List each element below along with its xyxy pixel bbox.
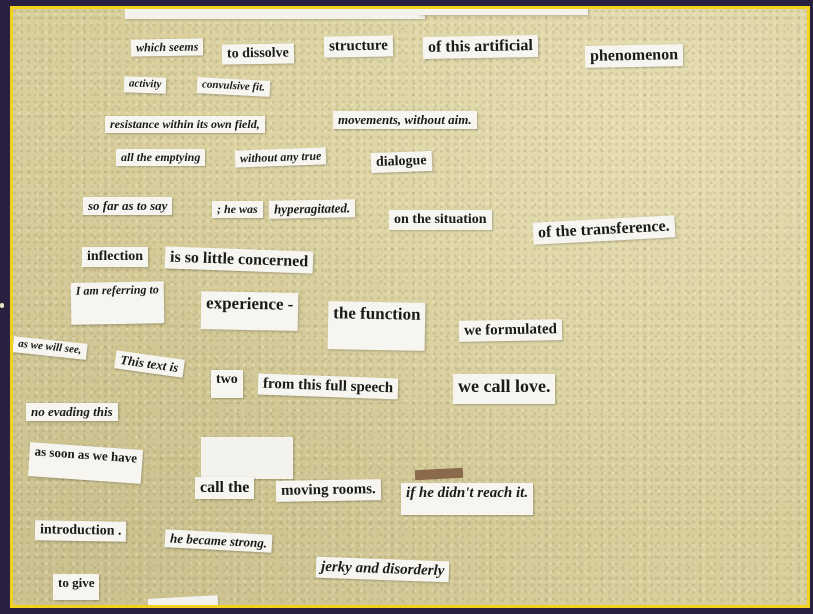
strip-movements: movements, without aim. [333,111,477,129]
strip-experience: experience - [201,291,299,331]
strip-as-soon-as-we-have: as soon as we have [28,442,143,484]
strip-convulsive-fit: convulsive fit. [197,77,271,97]
collage-photo [10,6,810,608]
edge-mark [0,303,4,308]
strip-to-dissolve: to dissolve [222,43,294,64]
strip-which-seems: which seems [131,38,204,56]
strip-of-the-transference: of the transference. [533,215,676,244]
strip-moving-rooms: moving rooms. [276,479,381,502]
strip-from-this-full-speech: from this full speech [258,374,399,400]
paper-scrap [148,595,219,608]
strip-hyperagitated: hyperagitated. [269,199,355,219]
strip-the-function: the function [328,301,426,351]
strip-he-became-strong: he became strong. [165,529,273,553]
strip-jerky-and-disorderly: jerky and disorderly [316,557,450,582]
strip-resistance: resistance within its own field, [105,116,265,133]
strip-dialogue: dialogue [371,151,432,173]
strip-as-we-will-see: as we will see, [12,336,87,359]
paper-scrap [201,437,293,479]
strip-is-so-little-concerned: is so little concerned [165,246,314,273]
strip-no-evading-this: no evading this [26,403,118,421]
strip-we-formulated: we formulated [459,319,562,342]
strip-this-text-is: This text is [114,350,184,378]
strip-inflection: inflection [82,247,148,267]
strip-on-the-situation: on the situation [389,210,492,230]
strip-so-far-as-to-say: so far as to say [83,197,172,215]
paper-scrap [125,6,425,19]
strip-of-this-artificial: of this artificial [423,35,538,59]
strip-phenomenon: phenomenon [585,44,683,68]
strip-two: two [211,370,243,398]
paper-scrap-dark [415,468,463,480]
paper-scrap [418,6,588,15]
strip-to-give: to give [53,574,99,600]
strip-without-any-true: without any true [235,147,327,167]
strip-i-am-referring-to: I am referring to [71,281,165,325]
strip-call-the: call the [195,477,254,499]
strip-introduction: introduction . [35,520,127,541]
strip-structure: structure [324,35,393,57]
strip-if-he-didnt-reach-it: if he didn't reach it. [401,483,533,515]
strip-we-call-love: we call love. [453,374,555,404]
strip-all-the-emptying: all the emptying [116,149,205,166]
strip-activity: activity [124,76,167,93]
strip-he-was: ; he was [212,201,263,218]
